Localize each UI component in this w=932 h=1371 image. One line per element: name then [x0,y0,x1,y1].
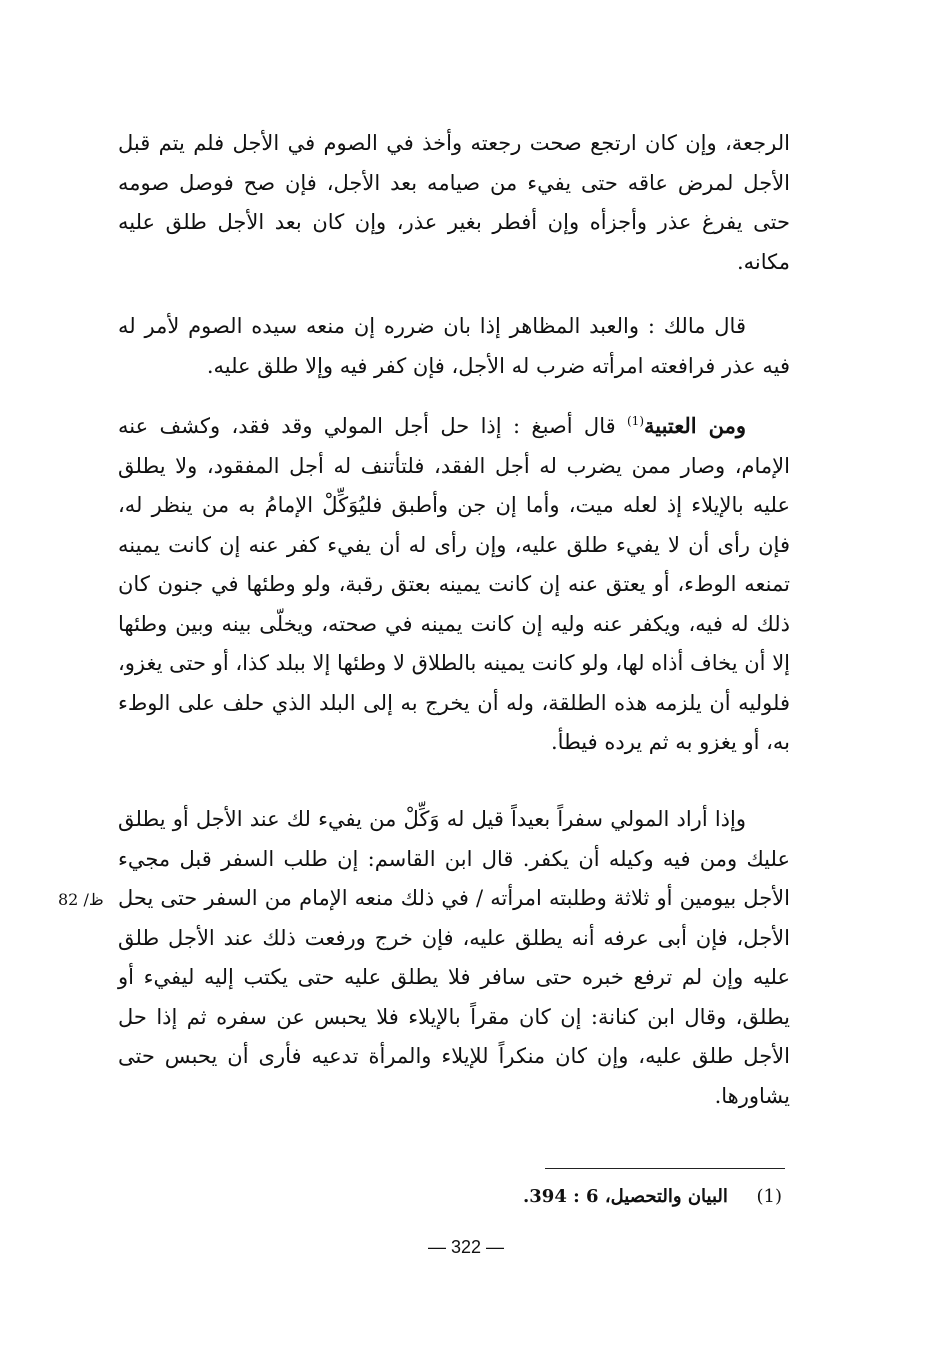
footnote [450,1183,782,1211]
paragraph-2: قال مالك : والعبد المظاهر إذا بان ضرره إن منعه سيده الصوم لأمر له فيه عذر فرافعته امرأته ضرب له الأجل، فإن كفر فيه وإلا طلق عليه. [118,314,790,378]
main-text-2 [118,307,790,386]
footnote-marker: (1) [626,414,644,428]
paragraph-3 [118,406,790,763]
manuscript-folio-reference: 82 /ظ [58,890,104,909]
footnote-divider [545,1168,785,1169]
footnote-text: البيان والتحصيل، 6 : 394. [523,1186,728,1207]
main-text-3 [118,406,790,763]
page-number: — 322 — [427,1237,505,1257]
paragraph-3-body: قال أصبغ : إذا حل أجل المولي وقد فقد، وكشف عنه الإمام، وصار ممن يضرب له أجل الفقد، فلتأتنف له أجل المفقود، ولا يطلق عليه بالإيلاء إذ لعله ميت، وأما إن جن وأطبق فليُوَكِّلْ الإمامُ به من ينظر له، فإن رأى أن لا يفيء طلق عليه، وإن رأى له أن يفيء كفر عنه إن كانت يمينه تمنعه الوطء، أو يعتق عنه إن كانت يمينه بعتق رقبة، ولو وطئها في جنون كان ذلك له فيه، ويكفر عنه وليه إن كانت يمينه في صحته، ويخلّى بينه وبين وطئها إلا أن يخاف أذاه لها، ولو كانت يمينه بالطلاق لا وطئها إلا ببلد كذا، أو حتى يغزو، فلوليه أن يلزمه هذه الطلقة، وله أن يخرج به إلى البلد الذي حلف على الوطء به، أو يغزو به ثم يرده فيطأ. [118,414,790,754]
main-text-4 [118,800,790,1116]
source-name: ومن العتبية [644,413,746,438]
paragraph-1: الرجعة، وإن كان ارتجع صحت رجعته وأخذ في الصوم في الأجل فلم يتم قبل الأجل لمرض عاقه حتى يفيء من صيامه بعد الأجل، فإن صح فوصل صومه حتى يفرغ عذر وأجزأه وإن أفطر بغير عذر، وإن كان بعد الأجل طلق عليه مكانه. [118,131,790,274]
main-text [118,124,790,282]
footnote-number: (1) [756,1186,782,1207]
paragraph-4: وإذا أراد المولي سفراً بعيداً قيل له وَكِّلْ من يفيء لك عند الأجل أو يطلق عليك ومن فيه وكيله أن يكفر. قال ابن القاسم: إن طلب السفر قبل مجيء الأجل بيومين أو ثلاثة وطلبته امرأته / في ذلك منعه الإمام من السفر حتى يحل الأجل، فإن أبى عرفه أنه يطلق عليه، فإن خرج ورفعت ذلك عند الأجل طلق عليه وإن لم ترفع خبره حتى سافر فلا يطلق عليه حتى يكتب إليه ليفيء أو يطلق، وقال ابن كنانة: إن كان مقراً بالإيلاء فلا يحبس عن سفره ثم إذا حل الأجل طلق عليه، وإن كان منكراً للإيلاء والمرأة تدعيه فأرى أن يحبس حتى يشاورها. [118,807,790,1108]
